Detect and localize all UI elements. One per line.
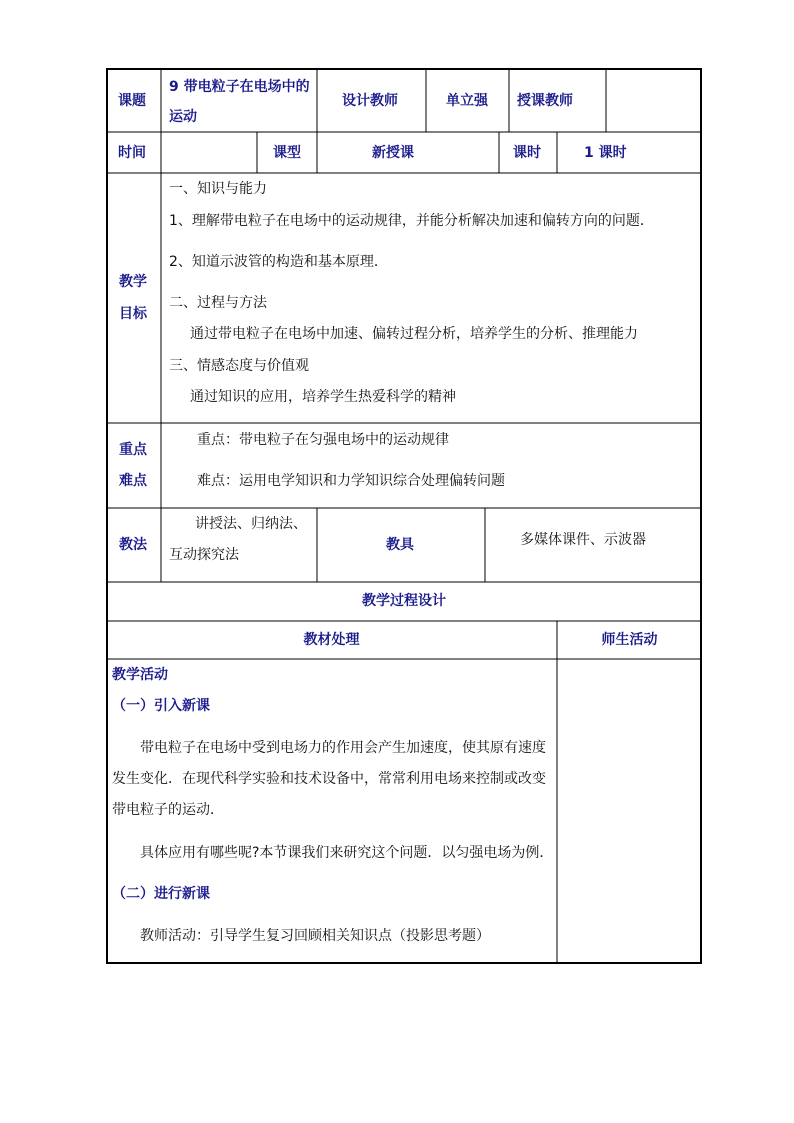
col-material-header: 教材处理 <box>303 632 360 648</box>
goals-item: 二、过程与方法 <box>169 295 267 311</box>
designer-label: 设计教师 <box>342 93 398 109</box>
course-label: 课题 <box>118 93 146 109</box>
application-paragraph: 具体应用有哪些呢?本节课我们来研究这个问题．以匀强电场为例． <box>140 845 554 861</box>
type-label: 课型 <box>273 145 301 161</box>
hours-label: 课时 <box>513 145 541 161</box>
keypoints-label-line1: 重点 <box>119 442 147 458</box>
activity-heading: 教学活动 <box>112 667 168 683</box>
tools-value: 多媒体课件、示波器 <box>520 532 646 548</box>
col-activity-header: 师生活动 <box>601 632 658 648</box>
goals-label-line2: 目标 <box>119 306 147 322</box>
goals-item: 三、情感态度与价值观 <box>169 358 309 374</box>
course-title-line2: 运动 <box>169 109 197 125</box>
tools-label: 教具 <box>386 537 414 553</box>
time-label: 时间 <box>118 145 146 161</box>
teacher-label: 授课教师 <box>517 93 573 109</box>
goals-item: 2、知道示波管的构造和基本原理． <box>169 254 388 270</box>
method-value-line2: 互动探究法 <box>169 547 239 563</box>
goals-label-line1: 教学 <box>119 274 147 290</box>
keypoints-label-line2: 难点 <box>119 473 147 489</box>
designer-name: 单立强 <box>446 93 488 109</box>
section-heading: （一）引入新课 <box>112 698 210 714</box>
focus-text: 重点：带电粒子在匀强电场中的运动规律 <box>197 432 449 448</box>
goals-item: 通过带电粒子在电场中加速、偏转过程分析，培养学生的分析、推理能力 <box>190 326 638 342</box>
hours-value: 1 课时 <box>584 145 627 161</box>
teacher-activity-text: 教师活动：引导学生复习回顾相关知识点（投影思考题） <box>140 928 490 944</box>
lesson-plan-table <box>106 68 702 964</box>
goals-item: 通过知识的应用，培养学生热爱科学的精神 <box>190 389 456 405</box>
goals-item: 1、理解带电粒子在电场中的运动规律，并能分析解决加速和偏转方向的问题． <box>169 213 654 229</box>
section-heading: （二）进行新课 <box>112 886 210 902</box>
intro-paragraph: 带电粒子在电场中受到电场力的作用会产生加速度，使其原有速度发生变化．在现代科学实验和技术设备中，常常利用电场来控制或改变带电粒子的运动． <box>112 740 546 818</box>
type-value: 新授课 <box>372 145 414 161</box>
goals-item: 一、知识与能力 <box>169 181 267 197</box>
difficulty-text: 难点：运用电学知识和力学知识综合处理偏转问题 <box>197 473 505 489</box>
method-value-line1: 讲授法、归纳法、 <box>195 516 307 532</box>
process-title: 教学过程设计 <box>362 593 446 609</box>
course-title-line1: 9 带电粒子在电场中的 <box>169 79 310 95</box>
method-label: 教法 <box>119 537 147 553</box>
